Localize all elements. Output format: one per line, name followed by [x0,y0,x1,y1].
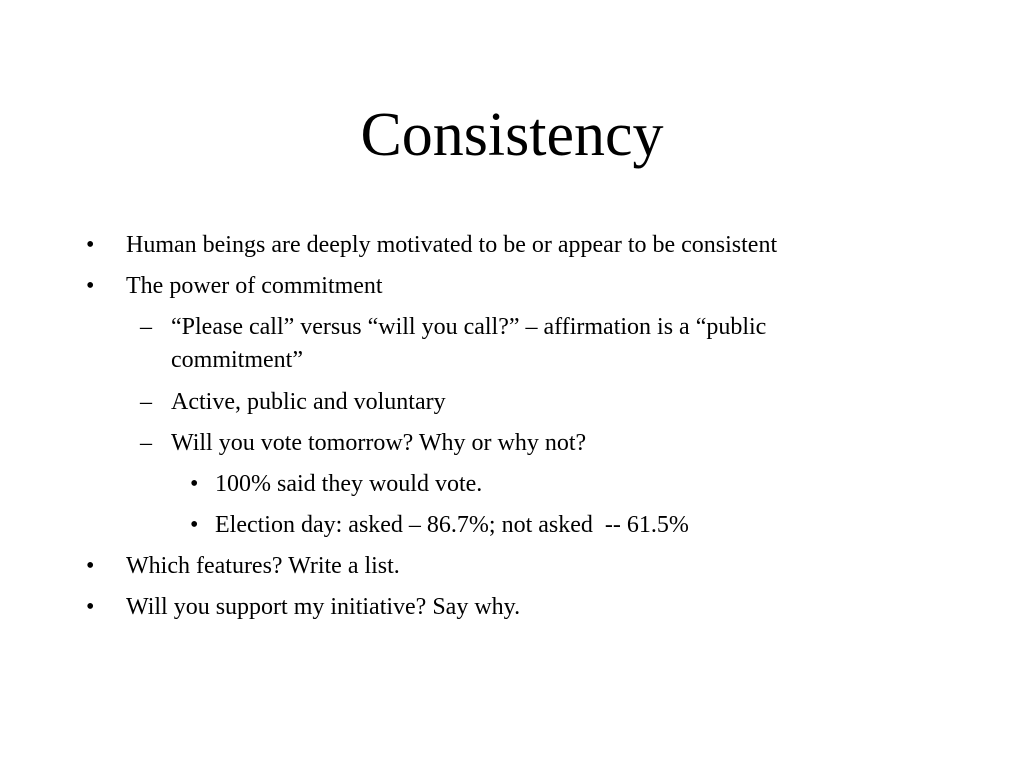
sub-bullet-text-line2: commitment” [171,347,303,373]
bullet-text: Human beings are deeply motivated to be or appear to be consistent [126,232,778,258]
sub-bullet-marker: – [140,314,152,340]
bullet-marker: • [86,553,95,579]
sub-sub-bullet-text: 100% said they would vote. [215,471,483,497]
bullet-marker: • [86,273,95,299]
sub-bullet-text: Active, public and voluntary [171,389,446,415]
bullet-text: Will you support my initiative? Say why. [126,594,521,620]
slide-title: Consistency [360,101,664,169]
sub-bullet-text-line1: “Please call” versus “will you call?” – affirmation is a “public [171,314,767,340]
bullet-marker: • [86,594,95,620]
bullet-marker: • [86,232,95,258]
sub-sub-bullet-text: Election day: asked – 86.7%; not asked -- 61.5% [215,512,689,538]
bullet-text: The power of commitment [126,273,383,299]
sub-sub-bullet-marker: • [190,471,199,497]
bullet-text: Which features? Write a list. [126,553,400,579]
sub-sub-bullet-marker: • [190,512,199,538]
sub-bullet-text: Will you vote tomorrow? Why or why not? [171,430,587,456]
sub-bullet-marker: – [140,430,152,456]
sub-bullet-marker: – [140,389,152,415]
